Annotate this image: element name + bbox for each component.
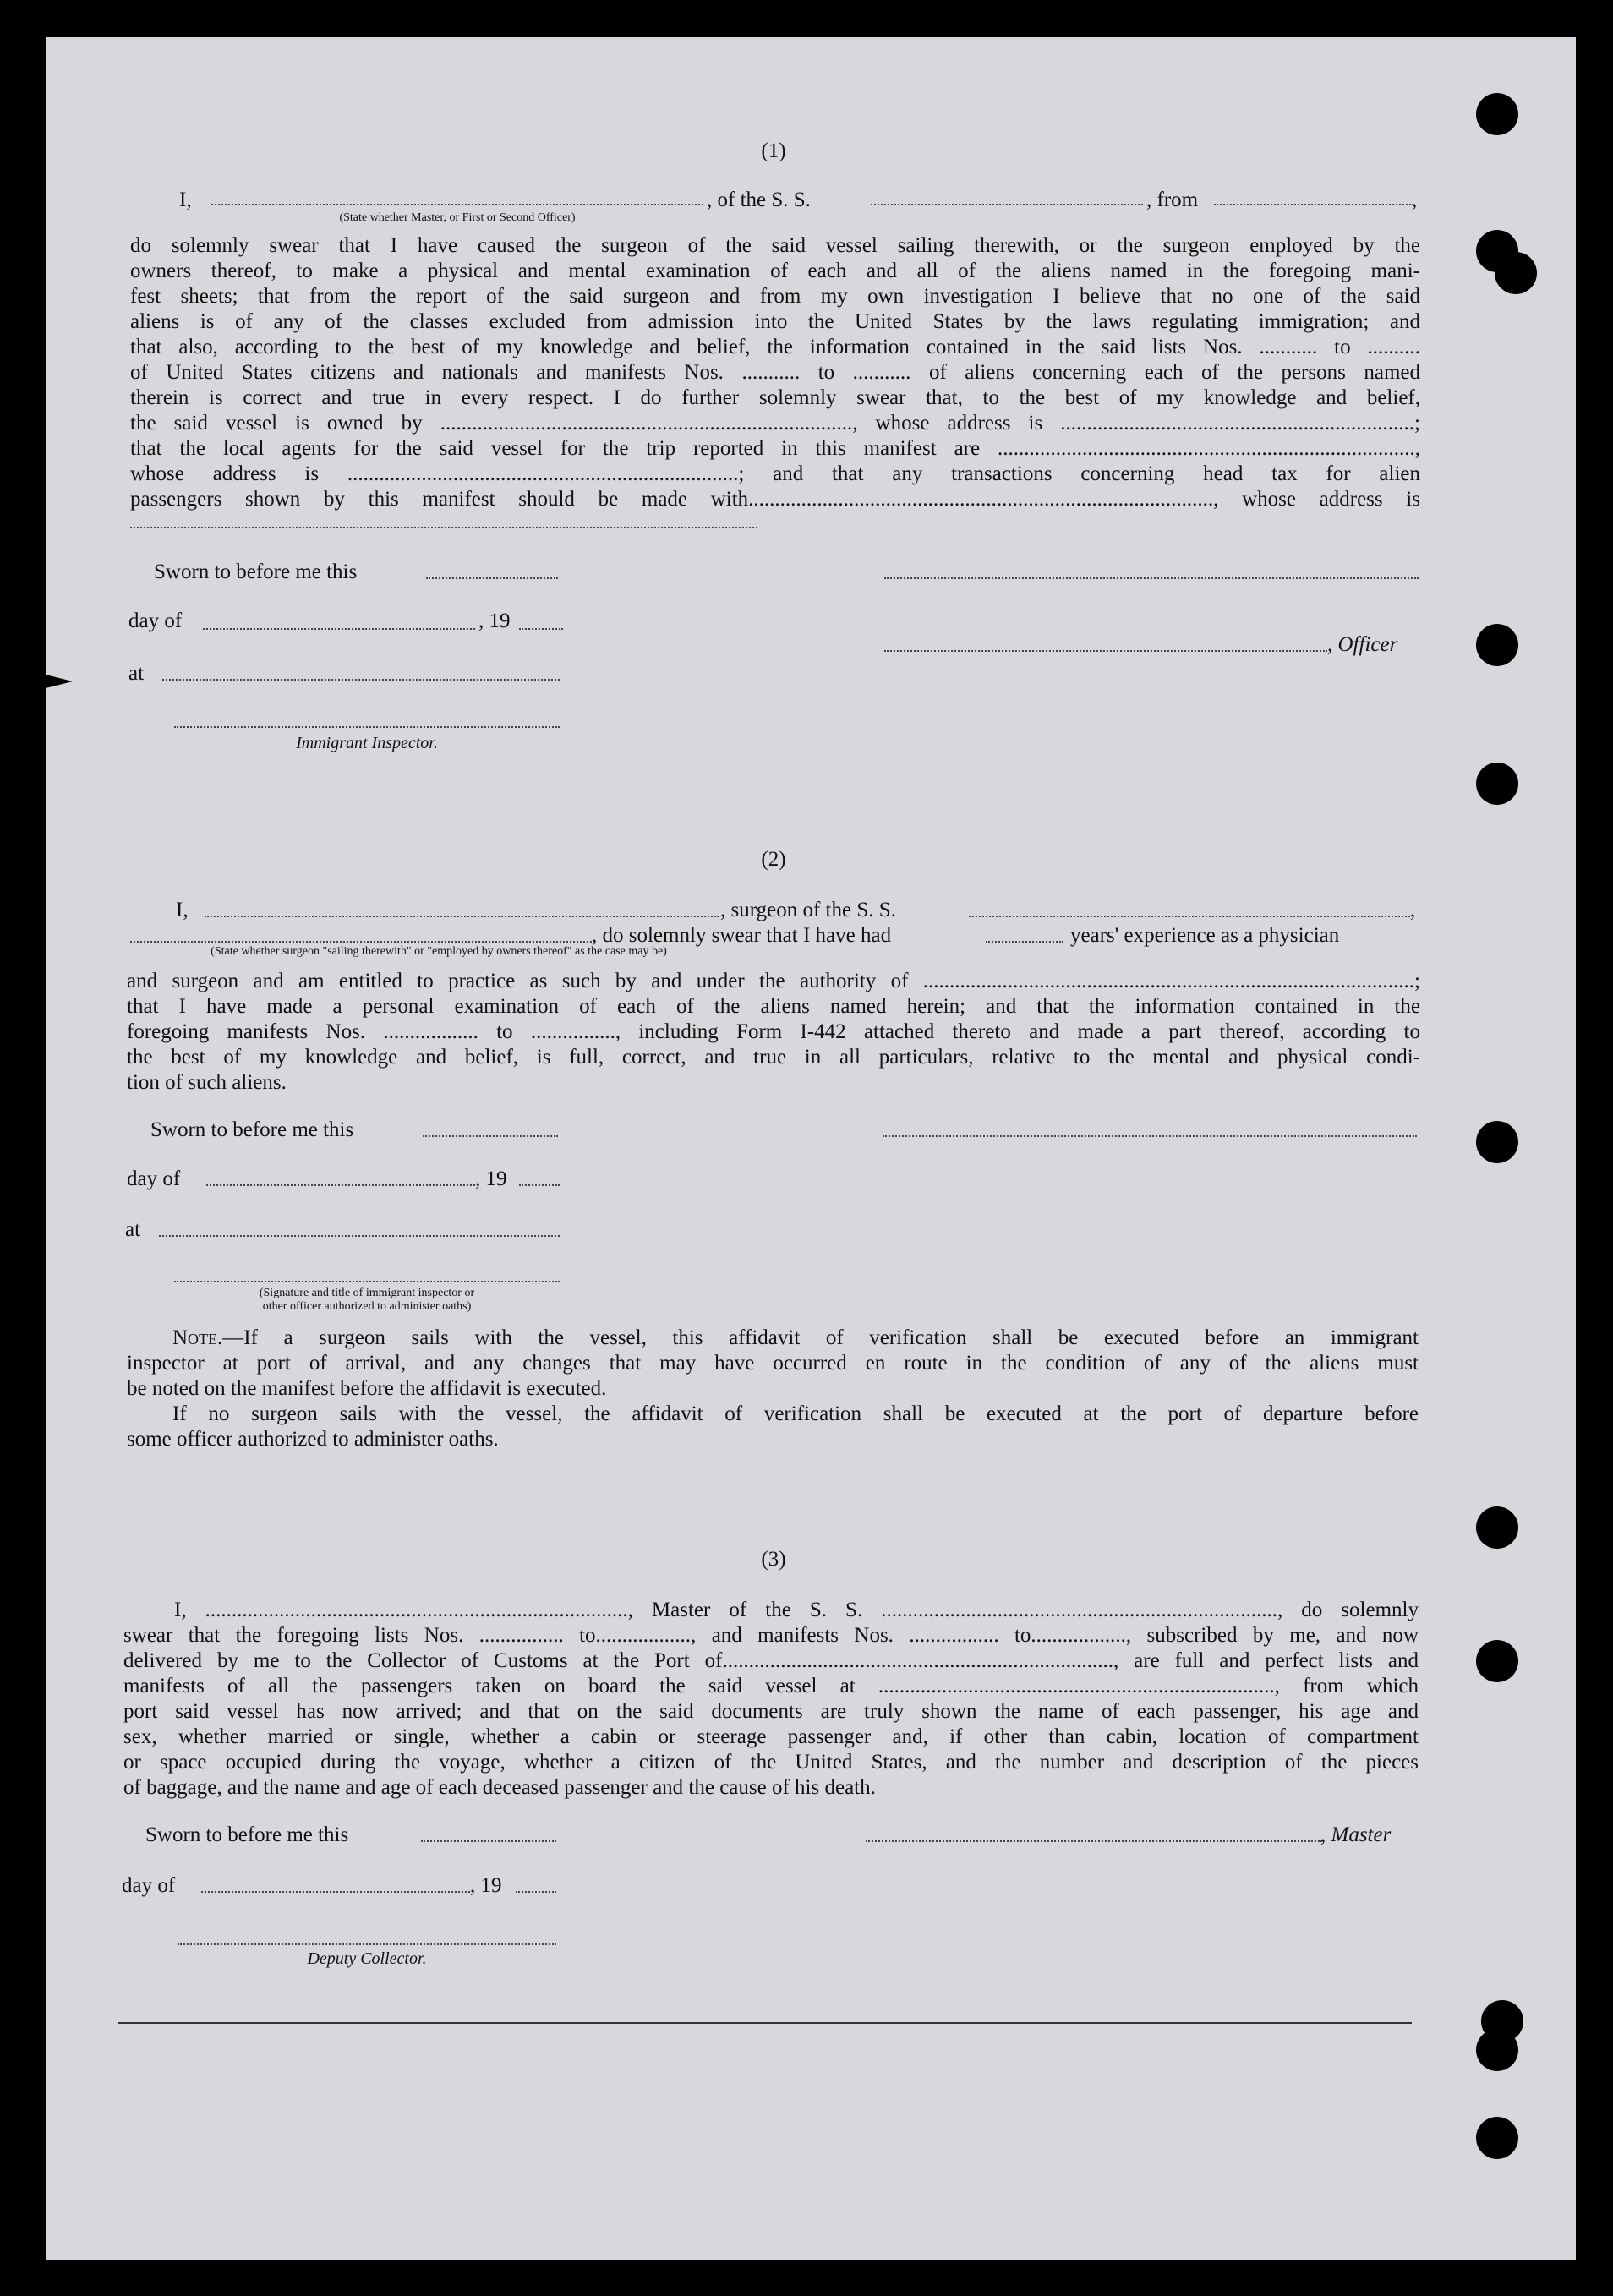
s2-day-of-label: day of: [127, 1167, 181, 1190]
s1-oath-line: do solemnly swear that I have caused the surgeon of the said vessel sailing therewith, or the surgeon employed by the: [130, 234, 1420, 257]
s2-years-label: years' experience as a physician: [1070, 924, 1340, 947]
s1-oath-line: that also, according to the best of my knowledge and belief, the information contained in the said lists Nos. ........... to ..........: [130, 336, 1420, 358]
s3-oath-line: delivered by me to the Collector of Customs at the Port of.........................................................................., are full and perfect lists and: [123, 1649, 1419, 1672]
s1-officer-rank-field[interactable]: [211, 203, 703, 205]
s1-sworn-day-field[interactable]: [426, 577, 558, 579]
s2-at-place-field[interactable]: [159, 1234, 560, 1237]
punch-hole: [1476, 2029, 1518, 2071]
s1-officer-name-field[interactable]: [884, 649, 1327, 652]
s2-oath-line: foregoing manifests Nos. .................. to ................, including Form I-442 attached thereto and made a part thereof, according to: [127, 1020, 1420, 1043]
note-label: Note.: [172, 1326, 223, 1349]
punch-hole: [1476, 1640, 1518, 1682]
s2-year-label: , 19: [475, 1167, 507, 1190]
s3-collector-signature-field[interactable]: [178, 1943, 556, 1945]
s1-at-label: at: [128, 662, 145, 685]
s1-sworn-label: Sworn to before me this: [154, 560, 358, 583]
note2-line: some officer authorized to administer oaths.: [127, 1428, 499, 1451]
s1-oath-line: that the local agents for the said vessel for the trip reported in this manifest are ...............................................................................,: [130, 437, 1420, 460]
s1-day-of-label: day of: [128, 610, 183, 632]
punch-hole: [1476, 624, 1518, 666]
s2-month-field[interactable]: [206, 1184, 475, 1186]
s3-oath-paragraph: [123, 1598, 1419, 1801]
s1-oath-line: therein is correct and true in every respect. I do further solemnly swear that, to the best of my knowledge and belief,: [130, 386, 1420, 409]
s3-oath-line: port said vessel has now arrived; and that on the said documents are truly shown the name of each passenger, his age and: [123, 1700, 1419, 1723]
s3-master-signature-field[interactable]: [866, 1840, 1322, 1842]
s1-officer-signature-field[interactable]: [884, 577, 1419, 579]
s1-oath-line: of United States citizens and nationals and manifests Nos. ........... to ........... of aliens concerning each of the persons named: [130, 361, 1420, 384]
note-line: be noted on the manifest before the affidavit is executed.: [127, 1377, 607, 1400]
s1-oath-line: fest sheets; that from the report of the said surgeon and from my own investigation I believe that no one of the said: [130, 285, 1420, 308]
s2-oath-line: and surgeon and am entitled to practice as such by and under the authority of .............................................................................................;: [127, 970, 1420, 992]
s1-i-label: I,: [179, 189, 192, 211]
s3-collector-label: Deputy Collector.: [307, 1949, 427, 1968]
s3-oath-line: I, ................................................................................, Master of the S. S. ..........................................................................., do solemnly: [174, 1599, 1419, 1621]
s1-rank-caption: (State whether Master, or First or Second Officer): [339, 211, 576, 224]
s1-year-field[interactable]: [519, 627, 563, 630]
s1-oath-line: the said vessel is owned by .............................................................................., whose address is ...................................................................;: [130, 412, 1420, 435]
s2-oath-line: that I have made a personal examination of each of the aliens named herein; and that the information contained in the: [127, 995, 1420, 1018]
s2-oath-line: tion of such aliens.: [127, 1071, 287, 1094]
section-3-number: (3): [761, 1548, 786, 1571]
s1-inspector-label: Immigrant Inspector.: [296, 734, 438, 752]
s2-ship-name-field[interactable]: [969, 915, 1410, 917]
punch-hole: [1476, 2117, 1518, 2159]
s1-inspector-signature-field[interactable]: [174, 725, 560, 728]
s3-year-label: , 19: [470, 1874, 502, 1897]
s2-note: [127, 1326, 1419, 1452]
s3-day-of-label: day of: [122, 1874, 176, 1897]
s1-oath-line: aliens is of any of the classes excluded from admission into the United States by the laws regulating immigration; and: [130, 310, 1420, 333]
s2-at-label: at: [125, 1218, 141, 1241]
s3-oath-line: swear that the foregoing lists Nos. ................ to.................., and manifests Nos. ................. to.................., subscribed by me, and now: [123, 1624, 1419, 1647]
punch-hole: [1476, 763, 1518, 805]
s1-year-label: , 19: [478, 610, 511, 632]
s1-of-ss-label: , of the S. S.: [707, 189, 811, 211]
s2-oath-paragraph: [127, 969, 1420, 1096]
s1-from-label: , from: [1146, 189, 1199, 211]
s3-oath-line: or space occupied during the voyage, whether a citizen of the United States, and the number and description of the pieces: [123, 1751, 1419, 1774]
s3-master-label: , Master: [1320, 1823, 1392, 1846]
s2-type-caption: (State whether surgeon "sailing therewith" or "employed by owners thereof" as the case may be): [211, 945, 667, 958]
s1-officer-label: , Officer: [1327, 633, 1398, 656]
s2-sig-caption-1: (Signature and title of immigrant inspector or: [259, 1287, 475, 1299]
page-notch: [39, 673, 73, 690]
s3-oath-line: of baggage, and the name and age of each deceased passenger and the cause of his death.: [123, 1776, 876, 1799]
section-2-number: (2): [761, 848, 786, 871]
punch-hole: [1495, 252, 1537, 294]
note-first-line: [127, 1326, 1419, 1351]
s2-surgeon-of-label: , surgeon of the S. S.: [720, 899, 896, 921]
punch-hole: [1476, 1506, 1518, 1549]
bottom-rule: [118, 2022, 1412, 2024]
s1-oath-line: owners thereof, to make a physical and mental examination of each and all of the aliens named in the foregoing mani-: [130, 260, 1420, 282]
s2-oath-line: the best of my knowledge and belief, is full, correct, and true in all particulars, relative to the mental and physical condi-: [127, 1046, 1420, 1069]
s1-oath-line: whose address is ..........................................................................; and that any transactions concerning head tax for alien: [130, 462, 1420, 485]
note2-line: If no surgeon sails with the vessel, the affidavit of verification shall be executed at the port of departure before: [172, 1402, 1419, 1425]
s1-comma: ,: [1412, 189, 1418, 211]
s1-oath-paragraph: [130, 233, 1420, 512]
s1-at-place-field[interactable]: [162, 678, 560, 681]
note-line: inspector at port of arrival, and any changes that may have occurred en route in the condition of any of the aliens must: [127, 1352, 1419, 1375]
s3-month-field[interactable]: [201, 1890, 470, 1893]
s2-inspector-signature-field[interactable]: [174, 1280, 560, 1282]
punch-hole: [1476, 93, 1518, 135]
s2-surgeon-name-field[interactable]: [205, 915, 719, 917]
s2-surgeon-signature-field[interactable]: [883, 1134, 1417, 1137]
note-line: —If a surgeon sails with the vessel, this affidavit of verification shall be executed before an immigrant: [222, 1326, 1419, 1349]
section-1-number: (1): [761, 139, 786, 162]
s1-month-field[interactable]: [203, 627, 475, 630]
s2-comma: ,: [1410, 899, 1416, 921]
s3-sworn-day-field[interactable]: [421, 1840, 556, 1842]
s2-years-field[interactable]: [986, 940, 1063, 943]
s2-solemnly-label: , do solemnly swear that I have had: [592, 924, 892, 947]
s1-oath-line: passengers shown by this manifest should be made with........................................................................................, whose address is: [130, 488, 1420, 511]
s2-sworn-label: Sworn to before me this: [150, 1118, 354, 1141]
s1-ship-name-field[interactable]: [871, 203, 1143, 205]
s2-i-label: I,: [176, 899, 189, 921]
s1-head-tax-address-field[interactable]: [130, 526, 757, 528]
s3-sworn-label: Sworn to before me this: [145, 1823, 349, 1846]
s1-from-port-field[interactable]: [1214, 203, 1413, 205]
s2-sig-caption-2: other officer authorized to administer oaths): [262, 1300, 472, 1313]
s2-sworn-day-field[interactable]: [423, 1134, 558, 1137]
s3-oath-line: manifests of all the passengers taken on board the said vessel at ..........................................................................., from which: [123, 1675, 1419, 1697]
s2-surgeon-type-field[interactable]: [130, 940, 592, 943]
s2-year-field[interactable]: [519, 1184, 560, 1186]
s3-year-field[interactable]: [516, 1890, 556, 1893]
s3-oath-line: sex, whether married or single, whether a cabin or steerage passenger and, if other than cabin, location of compartment: [123, 1725, 1419, 1748]
punch-hole: [1476, 1121, 1518, 1163]
